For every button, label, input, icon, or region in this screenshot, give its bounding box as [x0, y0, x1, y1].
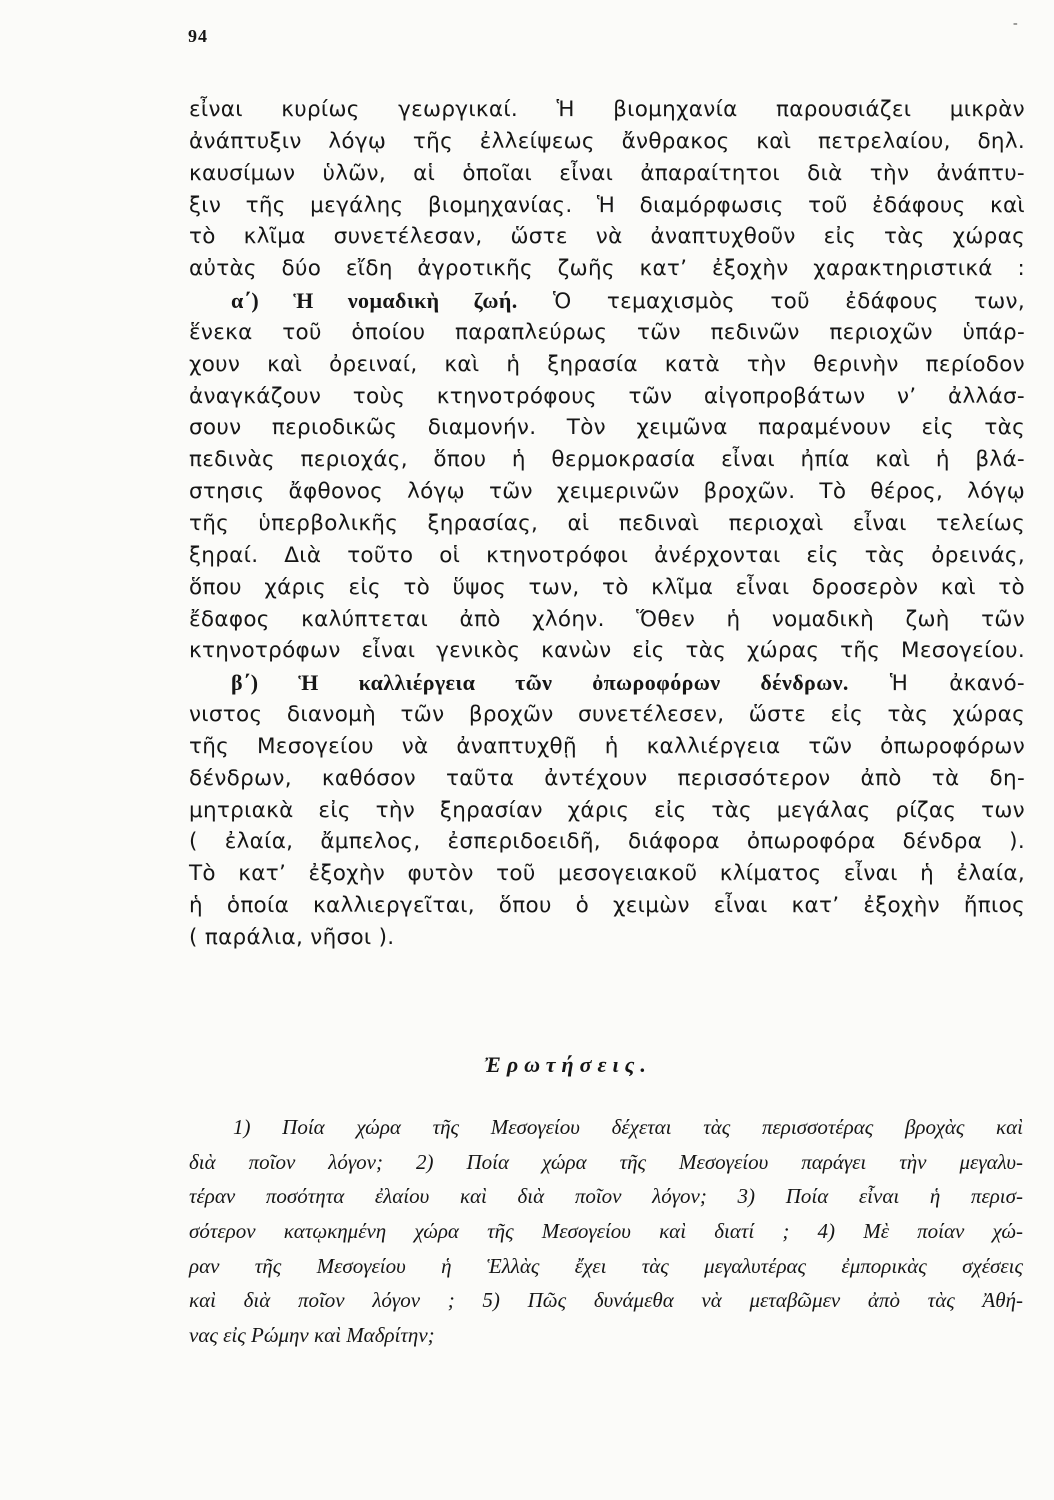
text-line: ( ἐλαία, ἄμπελος, ἐσπεριδοειδῆ, διάφορα ὀπωροφόρα δένδρα ).	[189, 829, 1025, 855]
text-line: σουν περιοδικῶς διαμονήν. Τὸν χειμῶνα παραμένουν εἰς τὰς	[189, 415, 1025, 441]
text-line: πεδινὰς περιοχάς, ὅπου ἡ θερμοκρασία εἶναι ἠπία καὶ ἡ βλά-	[189, 447, 1025, 473]
questions-block	[189, 1110, 1023, 1353]
text-span: Ἡ ἀκανό-	[848, 671, 1025, 697]
section-b-first-line	[189, 667, 1025, 699]
text-line: ἕνεκα τοῦ ὁποίου παραπλεύρως τῶν πεδινῶν περιοχῶν ὑπάρ-	[189, 319, 1025, 345]
text-line: ( παράλια, νῆσοι ).	[189, 924, 395, 950]
text-line: νιστος διανομὴ τῶν βροχῶν συνετέλεσεν, ὥστε εἰς τὰς χώρας	[189, 702, 1025, 728]
text-line: ἀνάπτυξιν λόγῳ τῆς ἐλλείψεως ἄνθρακος καὶ πετρελαίου, δηλ.	[189, 128, 1025, 154]
section-heading-fruit-trees: β΄) Ἡ καλλιέργεια τῶν ὀπωροφόρων δένδρων.	[231, 670, 849, 696]
text-line: καυσίμων ὑλῶν, αἱ ὁποῖαι εἶναι ἀπαραίτητοι διὰ τὴν ἀνάπτυ-	[189, 160, 1025, 186]
text-line: τῆς ὑπερβολικῆς ξηρασίας, αἱ πεδιναὶ περιοχαὶ εἶναι τελείως	[189, 510, 1025, 536]
text-line: τὸ κλῖμα συνετέλεσαν, ὥστε νὰ ἀναπτυχθοῦν εἰς τὰς χώρας	[189, 224, 1025, 250]
question-line: καὶ διὰ ποῖον λόγον ; 5) Πῶς δυνάμεθα νὰ μεταβῶμεν ἀπὸ τὰς Ἀθή-	[189, 1288, 1023, 1313]
text-line: ἡ ὁποία καλλιεργεῖται, ὅπου ὁ χειμὼν εἶναι κατ’ ἐξοχὴν ἤπιος	[189, 893, 1025, 919]
corner-mark: -	[1013, 16, 1018, 31]
text-line: χουν καὶ ὀρειναί, καὶ ἡ ξηρασία κατὰ τὴν θερινὴν περίοδον	[189, 351, 1025, 377]
text-line: ξιν τῆς μεγάλης βιομηχανίας. Ἡ διαμόρφωσις τοῦ ἐδάφους καὶ	[189, 192, 1025, 218]
text-line: ἀναγκάζουν τοὺς κτηνοτρόφους τῶν αἰγοπροβάτων ν’ ἀλλάσ-	[189, 383, 1025, 409]
text-line: ξηραί. Διὰ τοῦτο οἱ κτηνοτρόφοι ἀνέρχονται εἰς τὰς ὀρεινάς,	[189, 542, 1025, 568]
text-line: μητριακὰ εἰς τὴν ξηρασίαν χάρις εἰς τὰς μεγάλας ρίζας των	[189, 797, 1025, 823]
question-line: νας εἰς Ρώμην καὶ Μαδρίτην;	[189, 1323, 435, 1348]
text-line: τῆς Μεσογείου νὰ ἀναπτυχθῇ ἡ καλλιέργεια τῶν ὀπωροφόρων	[189, 733, 1025, 759]
questions-title: Ἐρωτήσεις.	[484, 1052, 652, 1077]
text-line: αὐτὰς δύο εἴδη ἀγροτικῆς ζωῆς κατ’ ἐξοχὴν χαρακτηριστικά :	[189, 256, 1025, 282]
page-number: 94	[188, 26, 208, 46]
question-line: ραν τῆς Μεσογείου ἡ Ἑλλὰς ἔχει τὰς μεγαλυτέρας ἐμπορικὰς σχέσεις	[189, 1253, 1023, 1278]
text-line: ὅπου χάρις εἰς τὸ ὕψος των, τὸ κλῖμα εἶναι δροσερὸν καὶ τὸ	[189, 574, 1025, 600]
section-a-first-line	[189, 285, 1025, 317]
text-span: Ὁ τεμαχισμὸς τοῦ ἐδάφους των,	[517, 289, 1025, 315]
text-line: κτηνοτρόφων εἶναι γενικὸς κανὼν εἰς τὰς χώρας τῆς Μεσογείου.	[189, 638, 1025, 664]
text-line: στησις ἄφθονος λόγῳ τῶν χειμερινῶν βροχῶν. Τὸ θέρος, λόγῳ	[189, 479, 1025, 505]
question-line: σότερον κατῳκημένη χώρα τῆς Μεσογείου καὶ διατί ; 4) Μὲ ποίαν χώ-	[189, 1219, 1023, 1244]
question-line: τέραν ποσότητα ἐλαίου καὶ διὰ ποῖον λόγον; 3) Ποία εἶναι ἡ περισ-	[189, 1184, 1023, 1209]
text-line: εἶναι κυρίως γεωργικαί. Ἡ βιομηχανία παρουσιάζει μικρὰν	[189, 97, 1025, 122]
text-line: ἔδαφος καλύπτεται ἀπὸ χλόην. Ὅθεν ἡ νομαδικὴ ζωὴ τῶν	[189, 606, 1025, 632]
question-line: 1) Ποία χώρα τῆς Μεσογείου δέχεται τὰς περισσοτέρας βροχὰς καὶ	[233, 1115, 1023, 1139]
body-text	[189, 94, 1025, 954]
question-line: διὰ ποῖον λόγον; 2) Ποία χώρα τῆς Μεσογείου παράγει τὴν μεγαλυ-	[189, 1149, 1023, 1174]
text-line: Τὸ κατ’ ἐξοχὴν φυτὸν τοῦ μεσογειακοῦ κλίματος εἶναι ἡ ἐλαία,	[189, 861, 1025, 887]
text-line: δένδρων, καθόσον ταῦτα ἀντέχουν περισσότερον ἀπὸ τὰ δη-	[189, 765, 1025, 791]
section-heading-nomadic-life: α΄) Ἡ νομαδικὴ ζωή.	[231, 288, 518, 314]
